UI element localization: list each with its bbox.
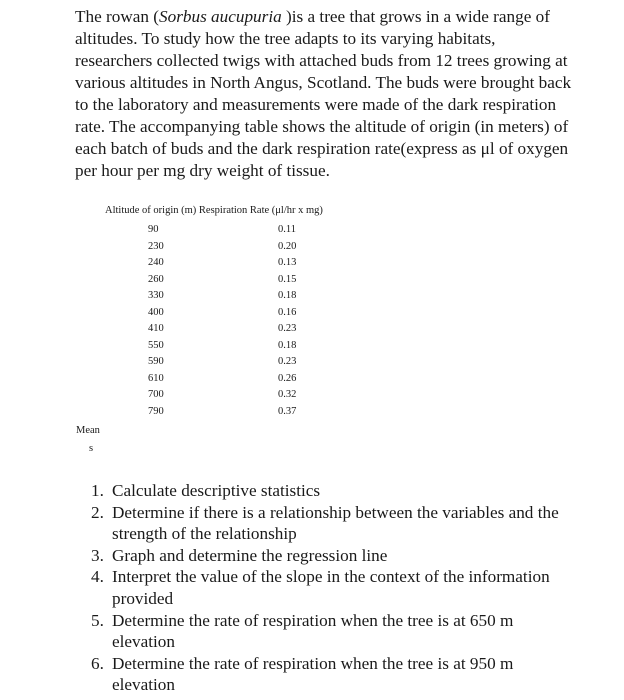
altitude-cell: 700 (148, 389, 164, 400)
question-number: 4. (91, 567, 104, 587)
intro-paragraph (75, 6, 575, 182)
altitude-cell: 410 (148, 323, 164, 334)
question-number: 5. (91, 610, 104, 630)
question-item (91, 480, 561, 502)
altitude-cell: 590 (148, 356, 164, 367)
altitude-cell: 90 (148, 224, 159, 235)
altitude-cell: 400 (148, 306, 164, 318)
rate-cell: 0.11 (278, 224, 296, 235)
rate-cell: 0.15 (278, 273, 297, 285)
table-header: Altitude of origin (m) Respiration Rate (μl/hr x mg) (105, 205, 323, 216)
rate-cell: 0.23 (278, 356, 297, 367)
question-text: Determine the rate of respiration when the tree is at 650 m elevation (112, 610, 514, 652)
question-text: Calculate descriptive statistics (112, 481, 321, 500)
altitude-cell: 790 (148, 405, 164, 417)
question-number: 2. (91, 502, 104, 522)
question-item (91, 653, 561, 696)
intro-text-rest: )is a tree that grows in a wide range of altitudes. To study how the tree adapts to its varying habitats, researchers collected twigs with attached buds from 12 trees growing at various altitudes in North Angus, Scotland. The buds were brought back to the laboratory and measurements were made of the dark respiration rate. The accompanying table shows the altitude of origin (in meters) of each batch of buds and the dark respiration rate(express as μl of oxygen per hour per mg dry weight of tissue. (75, 7, 572, 180)
rate-cell: 0.23 (278, 323, 297, 334)
question-item (91, 545, 561, 567)
rate-cell: 0.13 (278, 257, 297, 268)
rate-cell: 0.16 (278, 306, 297, 318)
altitude-cell: 230 (148, 240, 164, 252)
question-text: Determine the rate of respiration when the tree is at 950 m elevation (112, 653, 514, 695)
species-name: Sorbus aucupuria (159, 7, 282, 26)
question-text: Determine if there is a relationship between the variables and the strength of the relationship (112, 502, 559, 544)
rate-cell: 0.18 (278, 339, 297, 351)
intro-text-start: The rowan ( (75, 7, 159, 26)
altitude-cell: 610 (148, 372, 164, 384)
std-dev-label: s (89, 443, 94, 454)
altitude-cell: 330 (148, 290, 164, 301)
question-list (91, 480, 561, 696)
altitude-cell: 240 (148, 257, 164, 268)
rate-cell: 0.18 (278, 290, 297, 301)
question-item (91, 502, 561, 545)
question-item (91, 610, 561, 653)
altitude-cell: 550 (148, 339, 164, 351)
question-number: 1. (91, 481, 104, 500)
rate-cell: 0.37 (278, 405, 297, 417)
mean-label: Mean (76, 425, 100, 436)
rate-cell: 0.26 (278, 372, 297, 384)
question-number: 3. (91, 545, 104, 565)
rate-cell: 0.20 (278, 240, 297, 252)
altitude-cell: 260 (148, 273, 164, 285)
question-number: 6. (91, 653, 104, 673)
question-item (91, 566, 561, 609)
rate-cell: 0.32 (278, 389, 297, 400)
question-text: Interpret the value of the slope in the context of the information provided (112, 567, 550, 608)
question-text: Graph and determine the regression line (112, 545, 388, 565)
